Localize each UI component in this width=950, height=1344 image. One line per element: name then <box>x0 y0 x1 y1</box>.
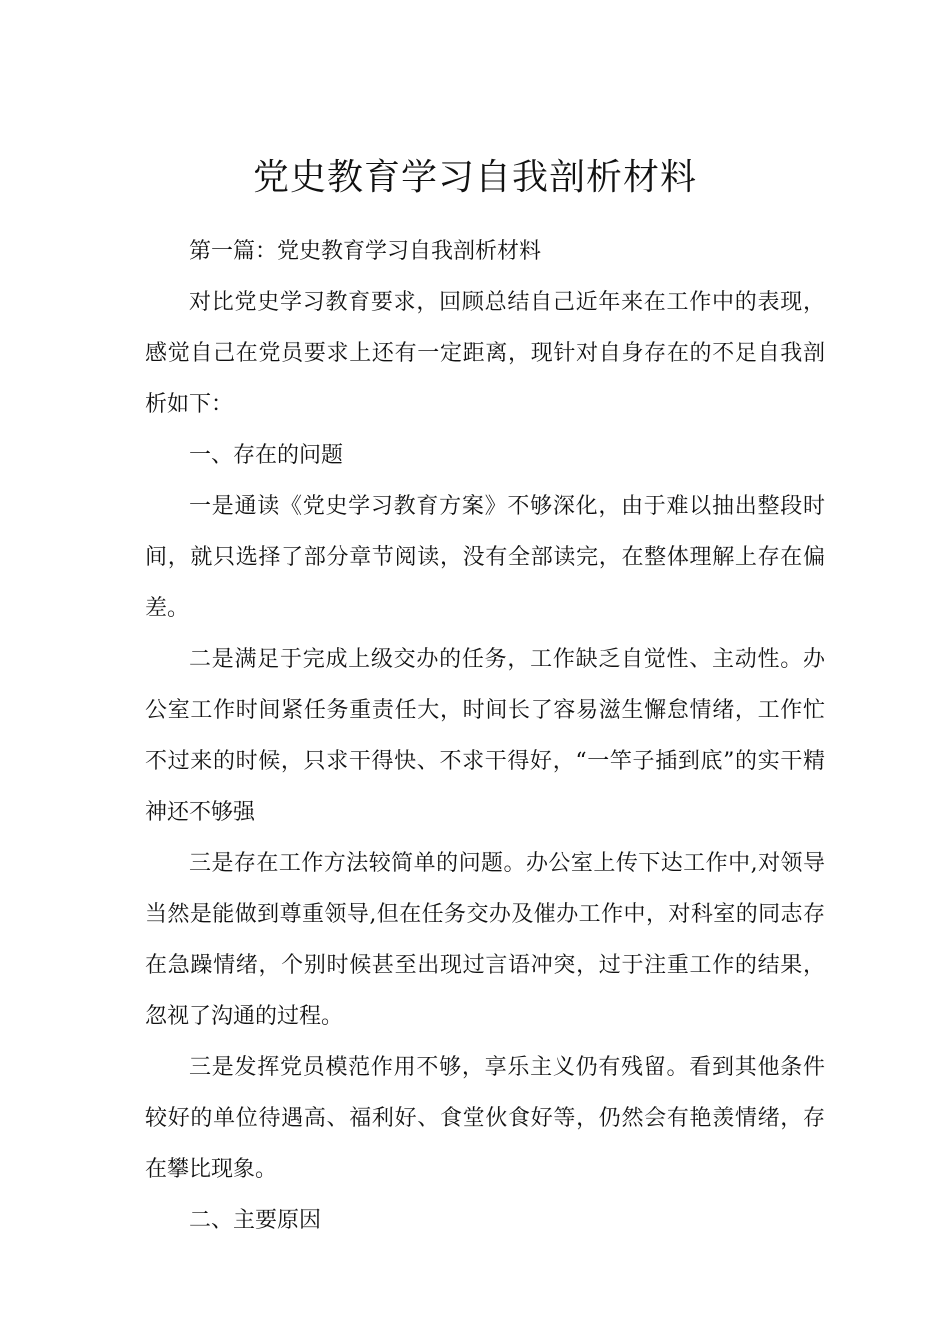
intro-paragraph: 对比党史学习教育要求，回顾总结自己近年来在工作中的表现，感觉自己在党员要求上还有一定距离，现针对自身存在的不足自我剖析如下： <box>145 290 825 417</box>
section-heading-problems: 一、存在的问题 <box>189 443 344 468</box>
problem-paragraph-3: 三是存在工作方法较简单的问题。办公室上传下达工作中,对领导当然是能做到尊重领导,但在任务交办及催办工作中，对科室的同志存在急躁情绪，个别时候甚至出现过言语冲突，过于注重工作的结果，忽视了沟通的过程。 <box>145 851 825 1029</box>
document-title: 党史教育学习自我剖析材料 <box>252 157 697 199</box>
problem-paragraph-1: 一是通读《党史学习教育方案》不够深化，由于难以抽出整段时间，就只选择了部分章节阅读，没有全部读完，在整体理解上存在偏差。 <box>145 494 825 621</box>
section-heading-causes: 二、主要原因 <box>189 1208 322 1233</box>
document-body <box>145 226 825 1246</box>
section-subtitle: 第一篇：党史教育学习自我剖析材料 <box>189 239 542 264</box>
problem-paragraph-4: 三是发挥党员模范作用不够，享乐主义仍有残留。看到其他条件较好的单位待遇高、福利好、食堂伙食好等，仍然会有艳羡情绪，存在攀比现象。 <box>145 1055 825 1182</box>
problem-paragraph-2: 二是满足于完成上级交办的任务，工作缺乏自觉性、主动性。办公室工作时间紧任务重责任大，时间长了容易滋生懈怠情绪，工作忙不过来的时候，只求干得快、不求干得好，“一竿子插到底”的实干精神还不够强 <box>145 647 825 825</box>
